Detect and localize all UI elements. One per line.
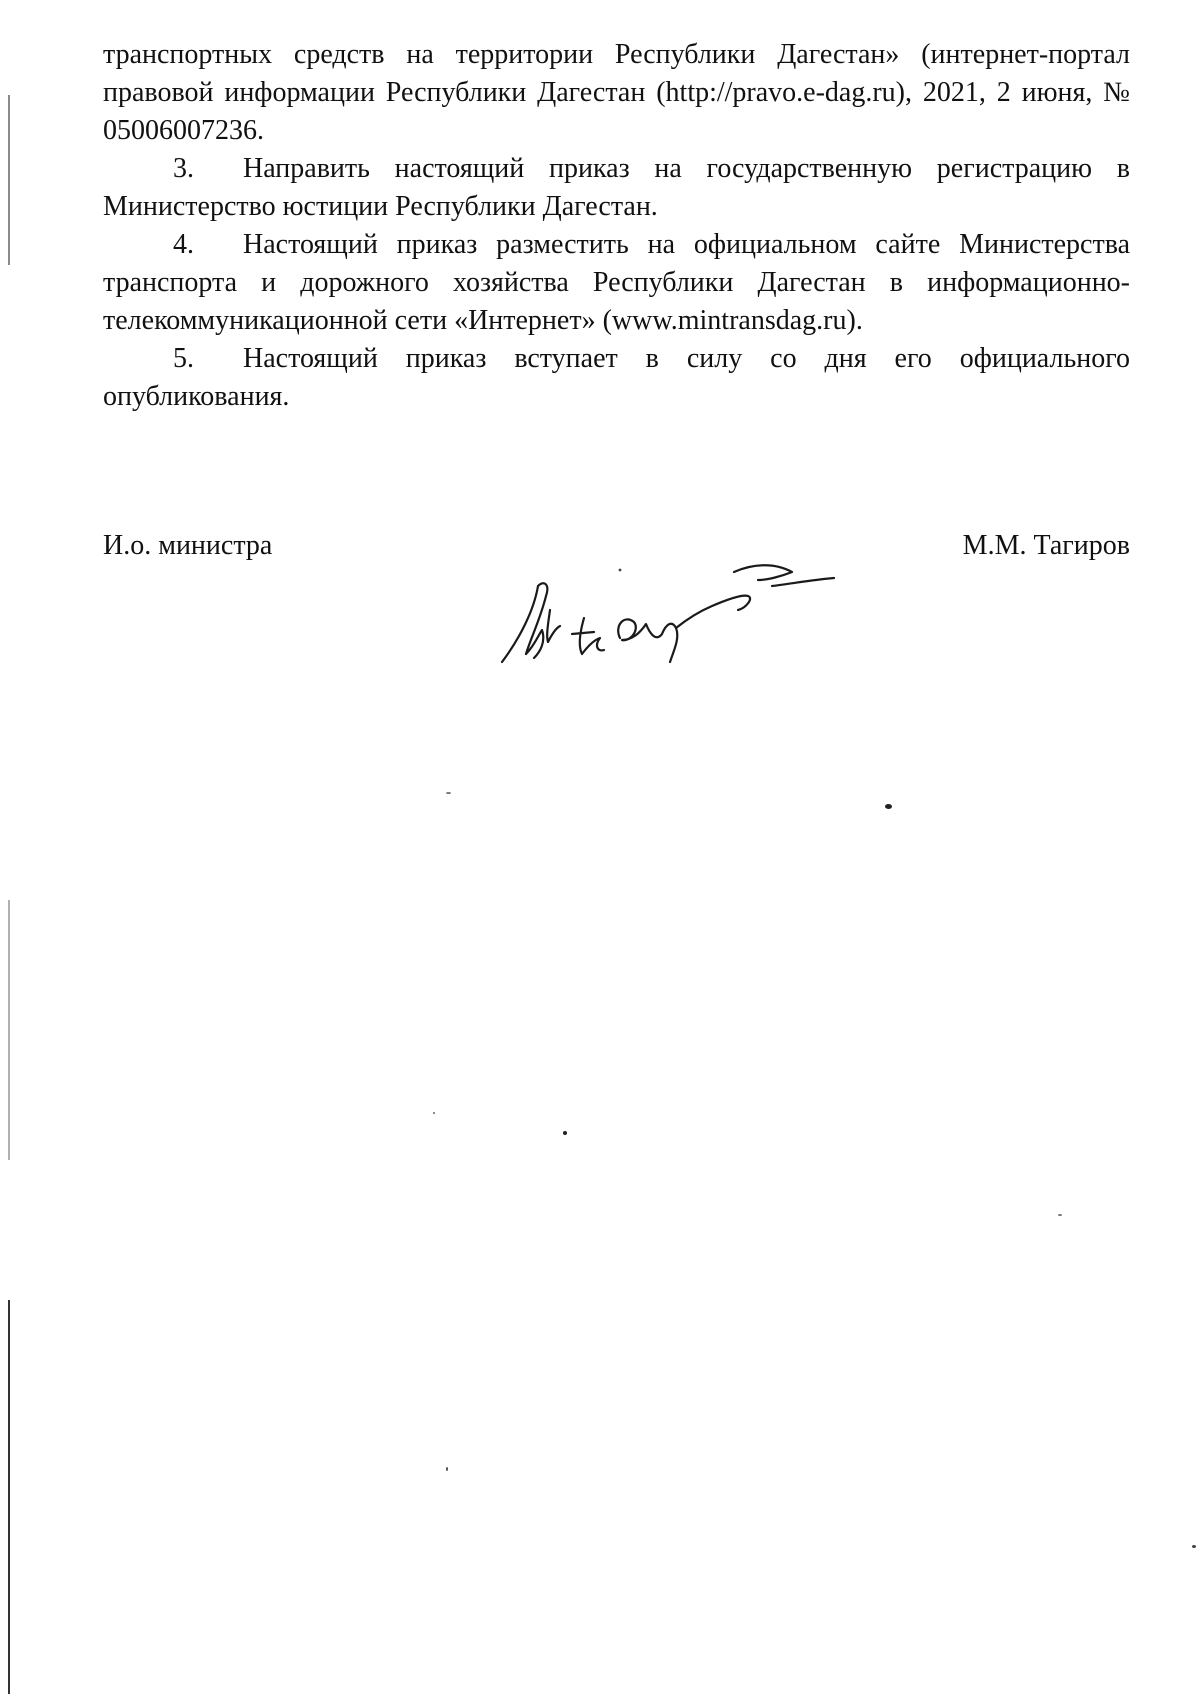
scan-speck: [1192, 1545, 1196, 1548]
paragraph-intro: транспортных средств на территории Республики Дагестан» (интернет-портал правовой информации Республики Дагестан (http://pravo.e-dag.ru), 2021, 2 июня, № 05006007236.: [103, 39, 1130, 146]
item-number: 3.: [173, 153, 194, 184]
item-text: Направить настоящий приказ на государственную регистрацию в Министерство юстиции Республики Дагестан.: [103, 153, 1130, 222]
handwritten-signature: [490, 550, 840, 680]
item-text: Настоящий приказ разместить на официальном сайте Министерства транспорта и дорожного хозяйства Республики Дагестан в информационно-телекоммуникационной сети «Интернет» (www.mintransdag.ru).: [103, 229, 1130, 336]
scan-edge-bottom: [8, 1300, 10, 1694]
paragraph-item-5: [103, 340, 1130, 416]
scan-speck: [446, 792, 451, 794]
scan-speck: [446, 1467, 448, 1471]
scan-speck: [1058, 1214, 1062, 1216]
item-number: 4.: [173, 229, 194, 260]
scan-edge-middle: [8, 900, 10, 1160]
paragraph-item-3: [103, 150, 1130, 226]
scan-edge-top: [8, 95, 10, 265]
scan-speck: [563, 1131, 567, 1135]
signatory-name: М.М. Тагиров: [962, 530, 1130, 561]
scan-speck: [885, 804, 892, 809]
scan-speck: [433, 1112, 435, 1114]
document-body: [103, 36, 1130, 416]
signatory-title: И.о. министра: [103, 530, 273, 561]
item-text: Настоящий приказ вступает в силу со дня его официального опубликования.: [103, 343, 1130, 412]
paragraph-item-4: [103, 226, 1130, 340]
item-number: 5.: [173, 343, 194, 374]
